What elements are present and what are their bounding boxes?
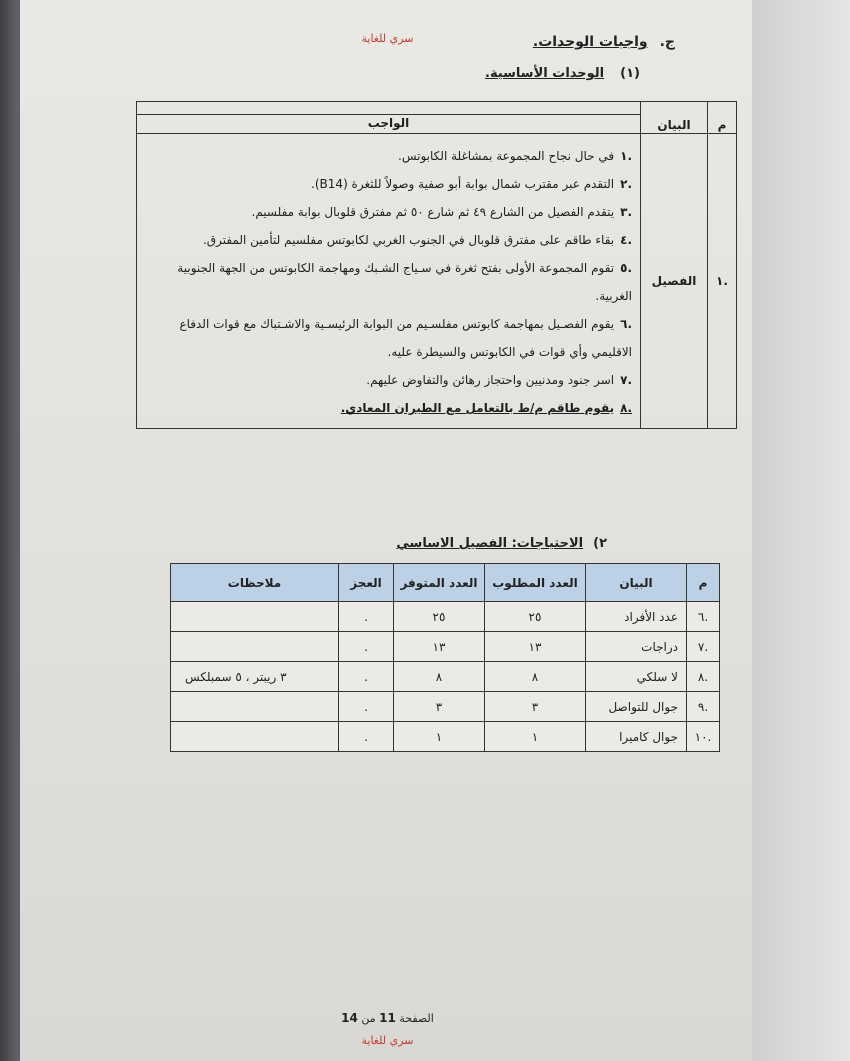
needs-cell-available: ٢٥	[394, 602, 485, 632]
duty-number: .٨	[620, 401, 632, 415]
section-heading	[533, 34, 675, 50]
needs-cell-num: .٩	[687, 692, 720, 722]
needs-cell-notes: ٣ ريبتر ، ٥ سمبلكس	[171, 662, 339, 692]
needs-cell-num: .١٠	[687, 722, 720, 752]
duty-number: .٤	[620, 233, 632, 247]
page-number	[20, 1011, 755, 1025]
classification-top: سري للغاية	[361, 32, 414, 45]
duty-number: .٣	[620, 205, 632, 219]
needs-cell-num: .٦	[687, 602, 720, 632]
needs-heading	[396, 536, 607, 551]
needs-number: ٢)	[593, 536, 607, 551]
needs-cell-available: ٣	[394, 692, 485, 722]
needs-cell-notes	[171, 692, 339, 722]
duty-item	[145, 226, 632, 254]
duty-text: التقدم عبر مقترب شمال بوابة أبو صفية وصولاً للثغرة (B14).	[311, 177, 615, 191]
section-label: ج.	[659, 34, 675, 50]
adjacent-page-edge	[752, 0, 850, 1061]
needs-header-available: العدد المتوفر	[394, 564, 485, 602]
page-word: الصفحة	[399, 1012, 434, 1025]
duties-header-num: م	[708, 102, 737, 134]
needs-cell-item: عدد الأفراد	[586, 602, 687, 632]
page-of: من	[361, 1012, 376, 1025]
duty-item	[145, 170, 632, 198]
needs-cell-required: ٣	[485, 692, 586, 722]
needs-header-num: م	[687, 564, 720, 602]
document-page	[20, 0, 755, 1061]
duty-text: بقاء طاقم على مفترق قلوبال في الجنوب الغربي لكابوتس مفلسيم لتأمين المفترق.	[202, 233, 615, 247]
needs-header-row	[171, 564, 720, 602]
duties-header-statement: البيان	[641, 102, 708, 134]
needs-cell-available: ١٣	[394, 632, 485, 662]
needs-cell-item: لا سلكي	[586, 662, 687, 692]
needs-cell-required: ١٣	[485, 632, 586, 662]
section-title: واجبات الوحدات.	[532, 34, 648, 50]
needs-cell-num: .٨	[687, 662, 720, 692]
duty-text: في حال نجاح المجموعة بمشاغلة الكابوتس.	[398, 149, 615, 163]
needs-header-shortage: العجز	[339, 564, 394, 602]
needs-header-notes: ملاحظات	[171, 564, 339, 602]
needs-cell-available: ٨	[394, 662, 485, 692]
duty-item	[145, 254, 632, 310]
duty-item	[145, 310, 632, 366]
duty-number: .٧	[620, 373, 632, 387]
needs-row	[171, 632, 720, 662]
duties-header-duty: الواجب	[137, 115, 641, 134]
subsection-heading	[485, 66, 640, 81]
needs-cell-available: ١	[394, 722, 485, 752]
duties-list	[137, 134, 641, 429]
duty-number: .٢	[620, 177, 632, 191]
duty-number: .٥	[620, 261, 632, 275]
duty-item	[145, 394, 632, 422]
needs-row	[171, 722, 720, 752]
needs-cell-notes	[171, 602, 339, 632]
needs-title: الاحتياجات: الفصيل الاساسي	[396, 536, 584, 551]
page-current: 11	[379, 1011, 396, 1025]
needs-row	[171, 662, 720, 692]
duty-text: يتقدم الفصيل من الشارع ٤٩ ثم شارع ٥٠ ثم مفترق قلوبال بوابة مفلسيم.	[251, 205, 615, 219]
needs-cell-notes	[171, 722, 339, 752]
needs-cell-required: ٢٥	[485, 602, 586, 632]
needs-cell-num: .٧	[687, 632, 720, 662]
subsection-title: الوحدات الأساسية.	[485, 66, 605, 81]
needs-cell-shortage: .	[339, 722, 394, 752]
needs-cell-shortage: .	[339, 602, 394, 632]
needs-cell-item: دراجات	[586, 632, 687, 662]
needs-cell-required: ١	[485, 722, 586, 752]
needs-header-required: العدد المطلوب	[485, 564, 586, 602]
needs-row	[171, 602, 720, 632]
duties-row	[137, 134, 737, 429]
needs-table	[170, 563, 720, 752]
duties-header-row	[137, 102, 737, 115]
needs-header-item: البيان	[586, 564, 687, 602]
duty-item	[145, 366, 632, 394]
subsection-number: (١)	[620, 66, 640, 81]
duties-row-number: .١	[708, 134, 737, 429]
needs-cell-item: جوال كاميرا	[586, 722, 687, 752]
duty-text: اسر جنود ومدنيين واحتجاز رهائن والتفاوض عليهم.	[366, 373, 615, 387]
needs-cell-shortage: .	[339, 692, 394, 722]
duty-text: يقوم الفصـيل بمهاجمة كابوتس مفلسـيم من البوابة الرئيسـية والاشـتباك مع قوات الدفاع الاقليمي وأي قوات في الكابوتس والسيطرة عليه.	[179, 317, 632, 359]
duty-number: .٦	[620, 317, 632, 331]
needs-cell-notes	[171, 632, 339, 662]
needs-cell-item: جوال للتواصل	[586, 692, 687, 722]
needs-cell-shortage: .	[339, 662, 394, 692]
duty-item	[145, 198, 632, 226]
duty-text: يقوم طاقم م/ط بالتعامل مع الطيران المعادي.	[340, 401, 615, 415]
duty-item	[145, 142, 632, 170]
duties-header-spacer	[137, 102, 641, 115]
needs-cell-required: ٨	[485, 662, 586, 692]
duties-table	[136, 101, 737, 429]
needs-row	[171, 692, 720, 722]
left-binding-strip	[0, 0, 22, 1061]
duty-number: .١	[620, 149, 632, 163]
page-total: 14	[341, 1011, 358, 1025]
needs-cell-shortage: .	[339, 632, 394, 662]
duties-unit: الفصيل	[641, 134, 708, 429]
classification-bottom: سري للغاية	[361, 1034, 414, 1047]
duty-text: تقوم المجموعة الأولى بفتح ثغرة في سـياج الشـبك ومهاجمة الكابوتس من الجهة الجنوبية الغربية.	[177, 261, 632, 303]
